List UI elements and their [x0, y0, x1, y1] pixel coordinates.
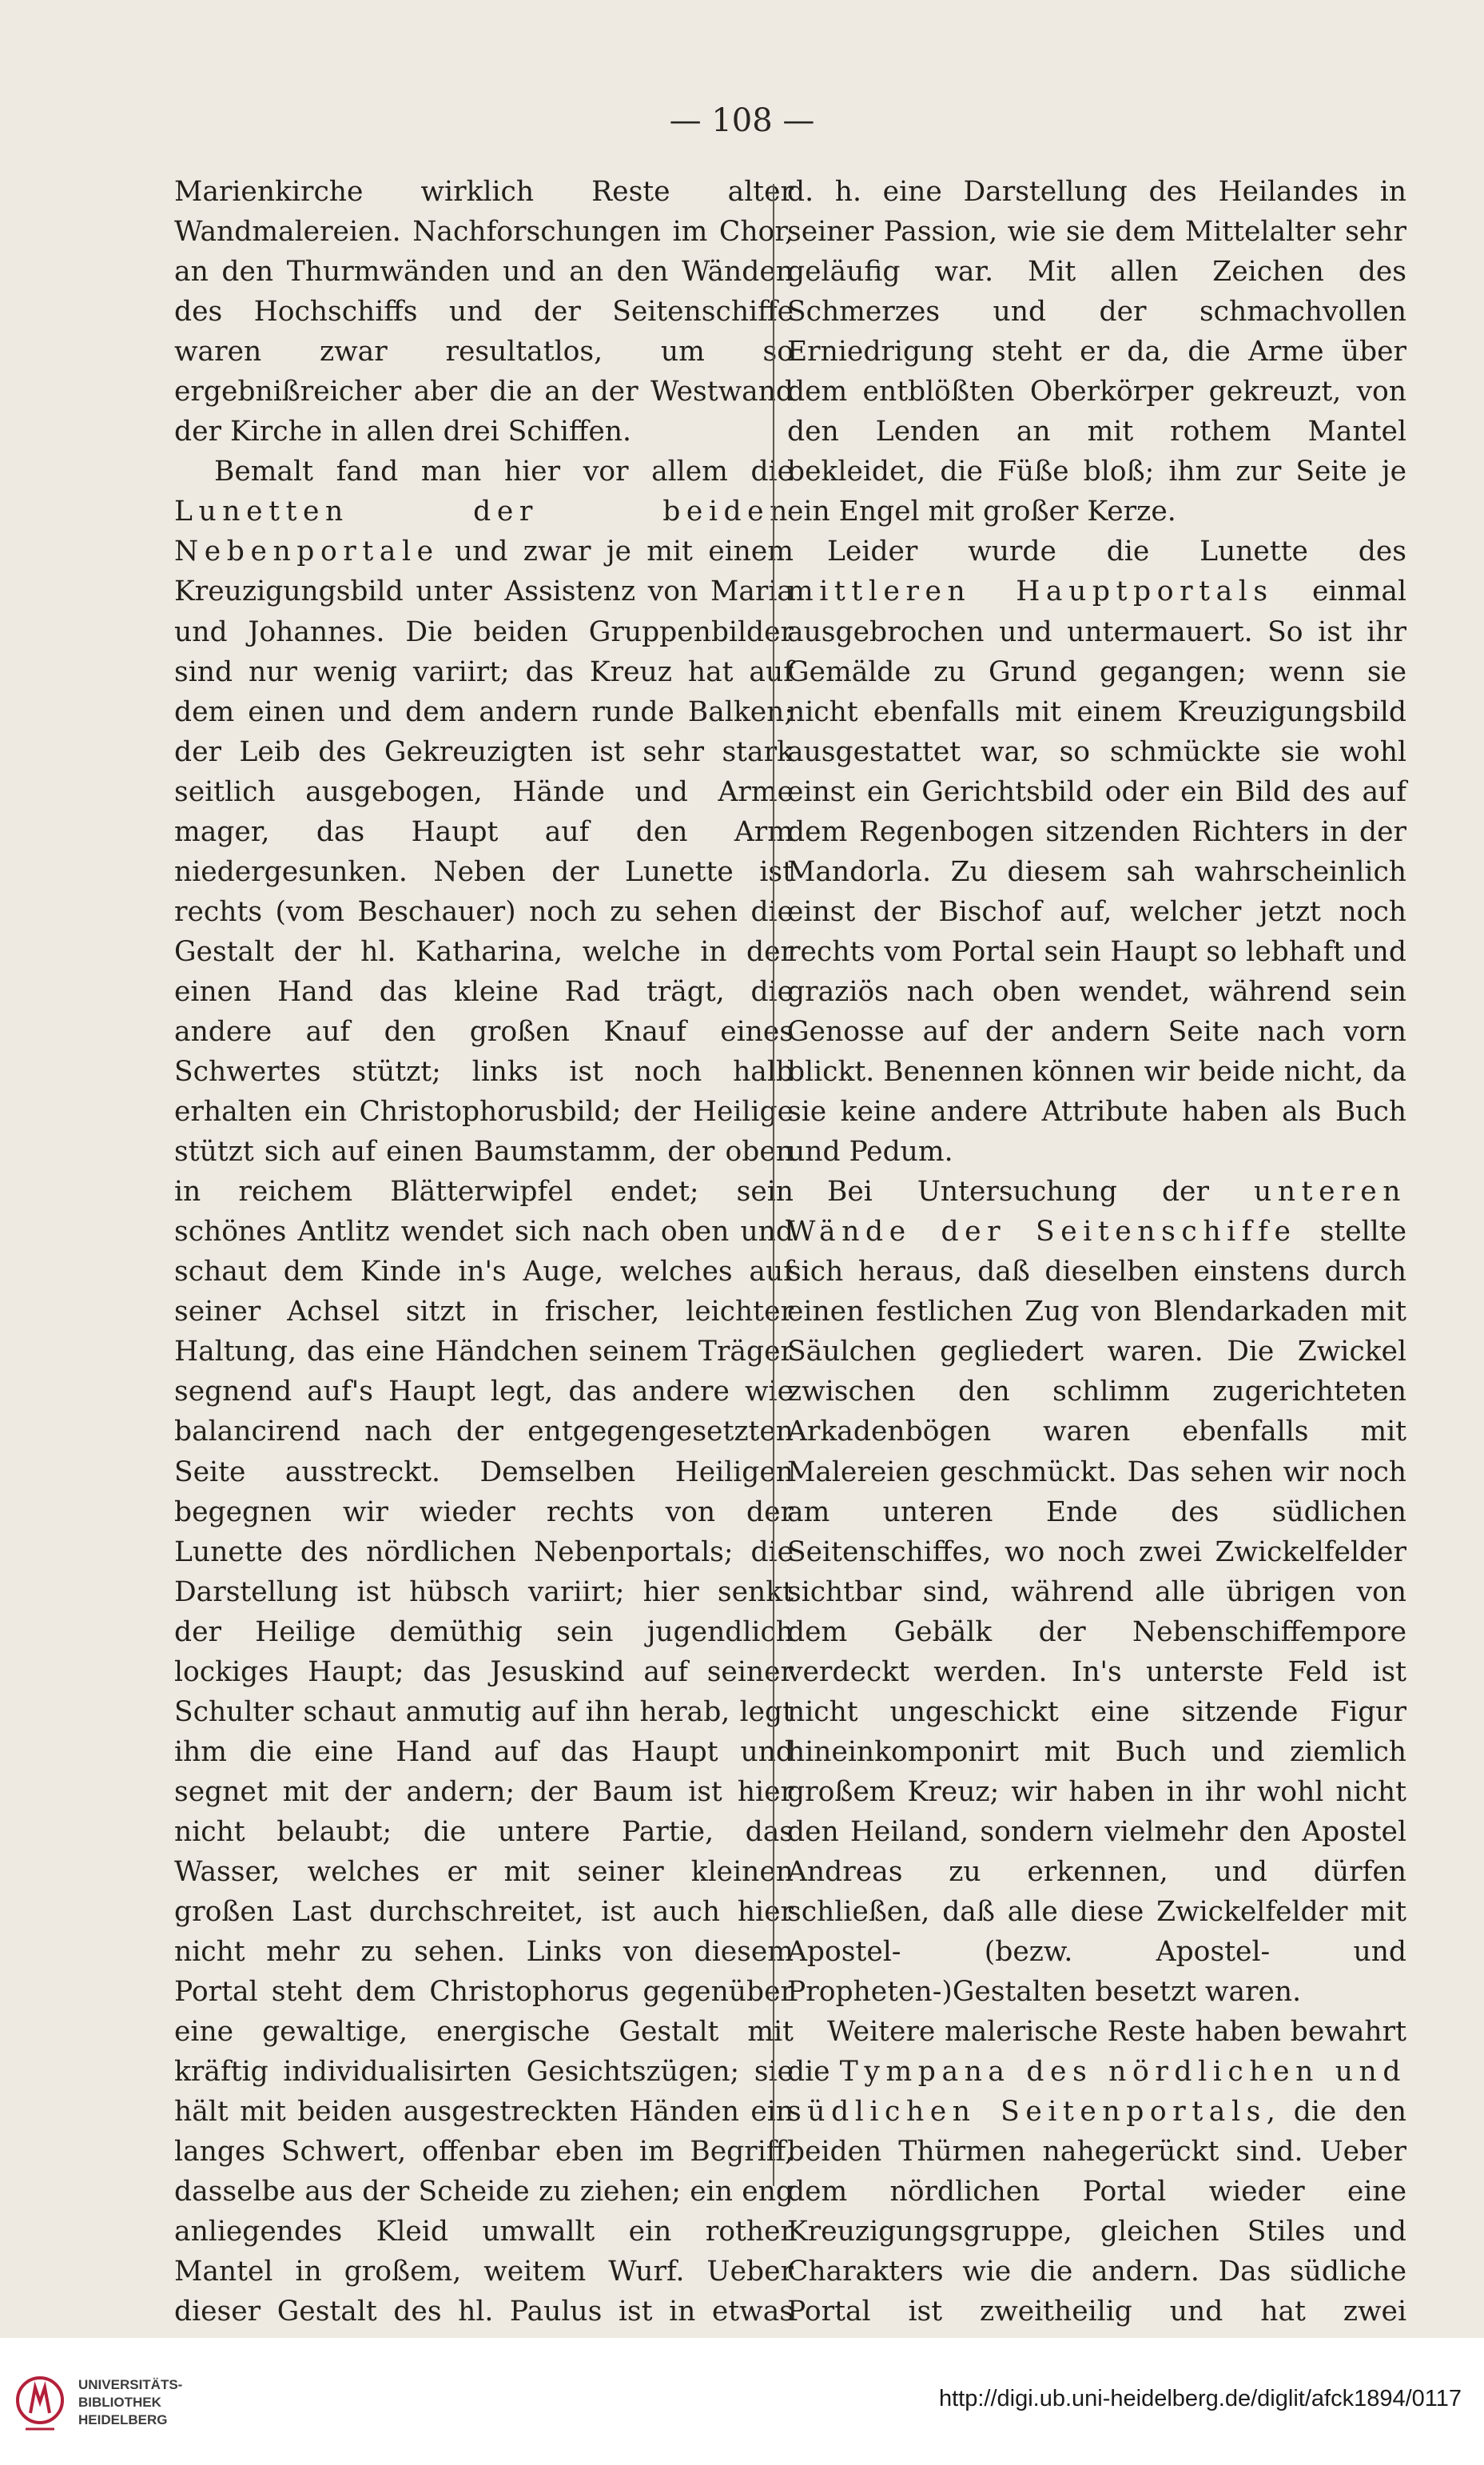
column-divider: [773, 184, 774, 2186]
spaced-emphasis: Tympana des nördlichen und südlichen Seitenportals: [787, 2056, 1406, 2129]
text-run: Weitere malerische Reste haben bewahrt die: [787, 2016, 1406, 2089]
paragraph: d. h. eine Darstellung des Heilandes in seiner Passion, wie sie dem Mittelalter sehr geläufig war. Mit allen Zeichen des Schmerzes und der schmachvollen Erniedrigung steht er da, die Arme über dem entblößten Oberkörper gekreuzt, von den Lenden an mit rothem Mantel bekleidet, die Füße bloß; ihm zur Seite je ein Engel mit großer Kerze.: [787, 176, 1406, 528]
text-run: stellte sich heraus, daß dieselben einstens durch einen festlichen Zug von Blendarkaden mit Säulchen gegliedert waren. Die Zwickel zwischen den schlimm zugerichteten Arkadenbögen waren ebenfalls mit Malereien geschmückt. Das sehen wir noch am unteren Ende des südlichen Seitenschiffes, wo noch zwei Zwickelfelder sichtbar sind, während alle übrigen von dem Gebälk der Nebenschiffempore verdeckt werden. In's unterste Feld ist nicht ungeschickt eine sitzende Figur hineinkomponirt mit Buch und ziemlich großem Kreuz; wir haben in ihr wohl nicht den Heiland, sondern vielmehr den Apostel Andreas zu erkennen, und dürfen schließen, daß alle diese Zwickelfelder mit Apostel- (bezw. Apostel- und Propheten-)Gestalten besetzt waren.: [787, 1216, 1406, 2009]
spaced-emphasis: mittleren Hauptportals: [787, 575, 1274, 608]
text-run: und zwar je mit einem Kreuzigungsbild unter Assistenz von Maria und Johannes. Die beiden Gruppenbilder sind nur wenig variirt; das Kreuz hat auf dem einen und dem andern runde Balken; der Leib des Gekreuzigten ist sehr stark seitlich ausgebogen, Hände und Arme mager, das Haupt auf den Arm niedergesunken. Neben der Lunette ist rechts (vom Beschauer) noch zu sehen die Gestalt der hl. Katharina, welche in der einen Hand das kleine Rad trägt, die andere auf den großen Knauf eines Schwertes stützt; links ist noch halb erhalten ein Christophorusbild; der Heilige stützt sich auf einen Baumstamm, der oben in reichem Blätterwipfel endet; sein schönes Antlitz wendet sich nach oben und schaut dem Kinde in's Auge, welches auf seiner Achsel sitzt in frischer, leichter Haltung, das eine Händchen seinem Träger segnend auf's Haupt legt, das andere wie balancirend nach der entgegengesetzten Seite ausstreckt. Demselben Heiligen begegnen wir wieder rechts von der Lunette des nördlichen Nebenportals; die Darstellung ist hübsch variirt; hier senkt der Heilige demüthig sein jugendlich lockiges Haupt; das Jesuskind auf seiner Schulter schaut anmutig auf ihn herab, legt ihm die eine Hand auf das Haupt und segnet mit der andern; der Baum ist hier nicht belaubt; die untere Partie, das Wasser, welches er mit seiner kleinen großen Last durchschreitet, ist auch hier nicht mehr zu sehen. Links von diesem Portal steht dem Christophorus gegenüber eine gewaltige, energische Gestalt mit kräftig individualisirten Gesichtszügen; sie hält mit beiden ausgestreckten Händen ein langes Schwert, offenbar eben im Begriff, dasselbe aus der Scheide zu ziehen; ein eng anliegendes Kleid umwallt ein rother Mantel in großem, weitem Wurf. Ueber dieser Gestalt des hl. Paulus ist in etwas: [174, 536, 794, 2328]
university-library-logo[interactable]: [14, 2370, 198, 2442]
text-run: Leider wurde die Lunette des: [827, 536, 1406, 568]
spaced-emphasis: Lunetten der beiden Nebenportale: [174, 496, 794, 568]
logo-text: [78, 2376, 182, 2429]
text-run: Bei Untersuchung der: [827, 1176, 1209, 1209]
right-column: [787, 172, 1406, 2372]
text-run: Bemalt fand man hier vor allem die: [214, 456, 794, 488]
paragraph: [787, 2012, 1406, 2371]
logo-line: BIBLIOTHEK: [78, 2395, 161, 2410]
permalink-url[interactable]: http://digi.ub.uni-heidelberg.de/diglit/afck1894/0117: [938, 2386, 1462, 2411]
paragraph: [174, 452, 794, 2411]
left-column: [174, 172, 794, 2412]
paragraph: Marienkirche wirklich Reste alter Wandmalereien. Nachforschungen im Chor, an den Thurmwänden und an den Wänden des Hochschiffs und der Seitenschiffe waren zwar resultatlos, um so ergebnißreicher aber die an der Westwand der Kirche in allen drei Schiffen.: [174, 176, 794, 448]
spaced-emphasis: unteren Wände der Seitenschiffe: [787, 1176, 1407, 1248]
text-run: einmal ausgebrochen und untermauert. So ist ihr Gemälde zu Grund gegangen; wenn sie nicht ebenfalls mit einem Kreuzigungsbild ausgestattet war, so schmückte sie wohl einst ein Gerichtsbild oder ein Bild des auf dem Regenbogen sitzenden Richters in der Mandorla. Zu diesem sah wahrscheinlich einst der Bischof auf, welcher jetzt noch rechts vom Portal sein Haupt so lebhaft und graziös nach oben wendet, während sein Genosse auf der andern Seite nach vorn blickt. Benennen können wir beide nicht, da sie keine andere Attribute haben als Buch und Pedum.: [787, 575, 1406, 1169]
library-footer: [0, 2338, 1484, 2465]
paragraph: [787, 532, 1406, 1172]
paragraph: [787, 1172, 1406, 2012]
library-seal-icon: [14, 2370, 70, 2442]
page-number: — 108 —: [669, 102, 815, 139]
text-run: , die den beiden Thürmen nahegerückt sind. Ueber dem nördlichen Portal wieder eine Kreuzigungsgruppe, gleichen Stiles und Charakters wie die andern. Das südliche Portal ist zweitheilig und hat zwei: [787, 2096, 1406, 2328]
logo-line: HEIDELBERG: [78, 2412, 168, 2427]
logo-line: UNIVERSITÄTS-: [78, 2377, 183, 2392]
